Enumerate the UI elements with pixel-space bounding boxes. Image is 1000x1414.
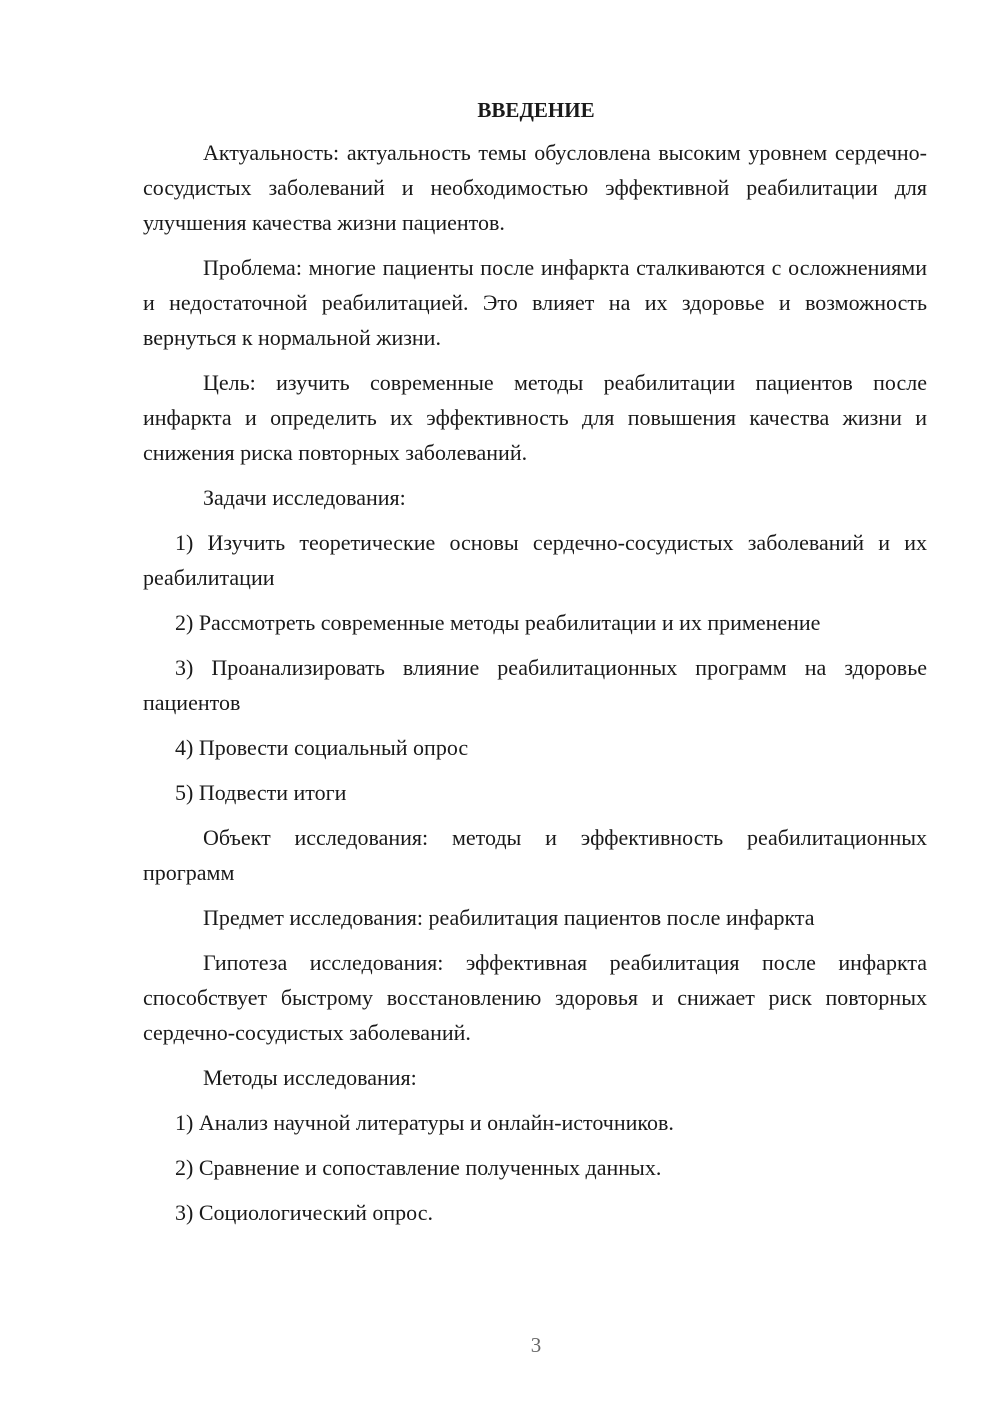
page-number: 3	[530, 1333, 542, 1357]
task-item-5: 5) Подвести итоги	[175, 780, 347, 805]
paragraph-tasks-heading: Задачи исследования:	[203, 485, 406, 510]
paragraph-subject: Предмет исследования: реабилитация пациентов после инфаркта	[203, 905, 815, 930]
paragraph-goal: Цель: изучить современные методы реабилитации пациентов после инфаркта и определить их эффективность для повышения качества жизни и снижения риска повторных заболеваний.	[143, 370, 927, 465]
task-item-1: 1) Изучить теоретические основы сердечно-сосудистых заболеваний и их реабилитации	[143, 530, 927, 590]
task-item-4: 4) Провести социальный опрос	[175, 735, 469, 760]
method-item-2: 2) Сравнение и сопоставление полученных данных.	[175, 1155, 662, 1180]
task-item-3: 3) Проанализировать влияние реабилитационных программ на здоровье пациентов	[143, 655, 927, 715]
paragraph-object: Объект исследования: методы и эффективность реабилитационных программ	[143, 825, 927, 885]
paragraph-hypothesis: Гипотеза исследования: эффективная реабилитация после инфаркта способствует быстрому восстановлению здоровья и снижает риск повторных сердечно-сосудистых заболеваний.	[143, 950, 927, 1045]
page-content	[143, 95, 927, 1240]
method-item-1: 1) Анализ научной литературы и онлайн-источников.	[175, 1110, 674, 1135]
section-title: ВВЕДЕНИЕ	[477, 98, 595, 122]
task-item-2: 2) Рассмотреть современные методы реабилитации и их применение	[175, 610, 821, 635]
paragraph-relevance: Актуальность: актуальность темы обусловлена высоким уровнем сердечно-сосудистых заболеваний и необходимостью эффективной реабилитации для улучшения качества жизни пациентов.	[143, 140, 927, 235]
method-item-3: 3) Социологический опрос.	[175, 1200, 433, 1225]
paragraph-methods-heading: Методы исследования:	[203, 1065, 417, 1090]
paragraph-problem: Проблема: многие пациенты после инфаркта сталкиваются с осложнениями и недостаточной реабилитацией. Это влияет на их здоровье и возможность вернуться к нормальной жизни.	[143, 255, 927, 350]
